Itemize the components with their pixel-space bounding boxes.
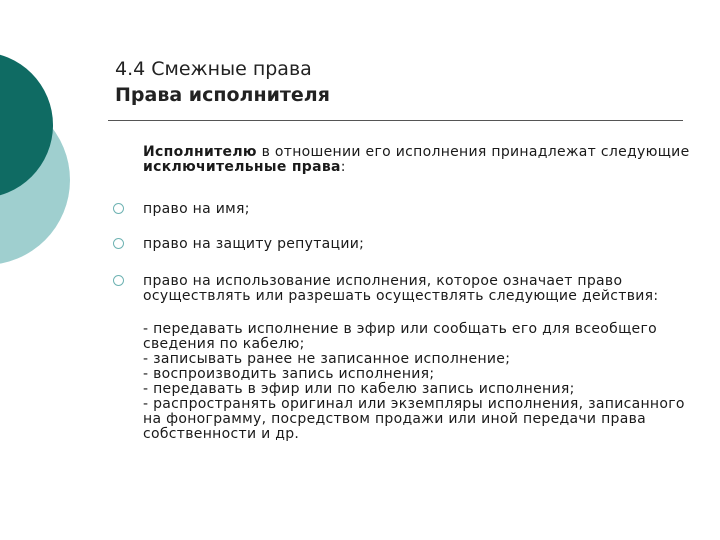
bullet-circle-icon (113, 238, 124, 249)
title-divider (108, 120, 683, 121)
bullet-circle-icon (113, 275, 124, 286)
slide-title (115, 56, 330, 108)
intro-text-2: : (340, 159, 346, 175)
intro-paragraph (143, 145, 703, 175)
bullet-text: право на имя; (143, 201, 250, 217)
intro-bold-performer: Исполнителю (143, 144, 257, 160)
rights-item: - распространять оригинал или экземпляры исполнения, записанного на фонограмму, посредством продажи или иной передачи права собственности и др. (143, 396, 685, 442)
intro-text-1: в отношении его исполнения принадлежат следующие (256, 144, 690, 160)
rights-item: - воспроизводить запись исполнения; (143, 366, 435, 382)
bullet-item (143, 237, 703, 252)
rights-list (143, 322, 703, 442)
bullet-item (143, 274, 703, 304)
bullet-item (143, 202, 703, 217)
intro-bold-rights: исключительные права (143, 159, 341, 175)
rights-item: - передавать исполнение в эфир или сообщать его для всеобщего сведения по кабелю; (143, 321, 657, 352)
rights-item: - передавать в эфир или по кабелю запись исполнения; (143, 381, 575, 397)
page-title: Права исполнителя (115, 84, 330, 106)
bullet-text: право на защиту репутации; (143, 236, 365, 252)
bullet-circle-icon (113, 203, 124, 214)
rights-item: - записывать ранее не записанное исполнение; (143, 351, 511, 367)
section-title: 4.4 Смежные права (115, 58, 312, 80)
decorative-circles (0, 0, 120, 300)
slide-body (143, 144, 703, 442)
bullet-text: право на использование исполнения, которое означает право осуществлять или разрешать осуществлять следующие действия: (143, 273, 659, 304)
